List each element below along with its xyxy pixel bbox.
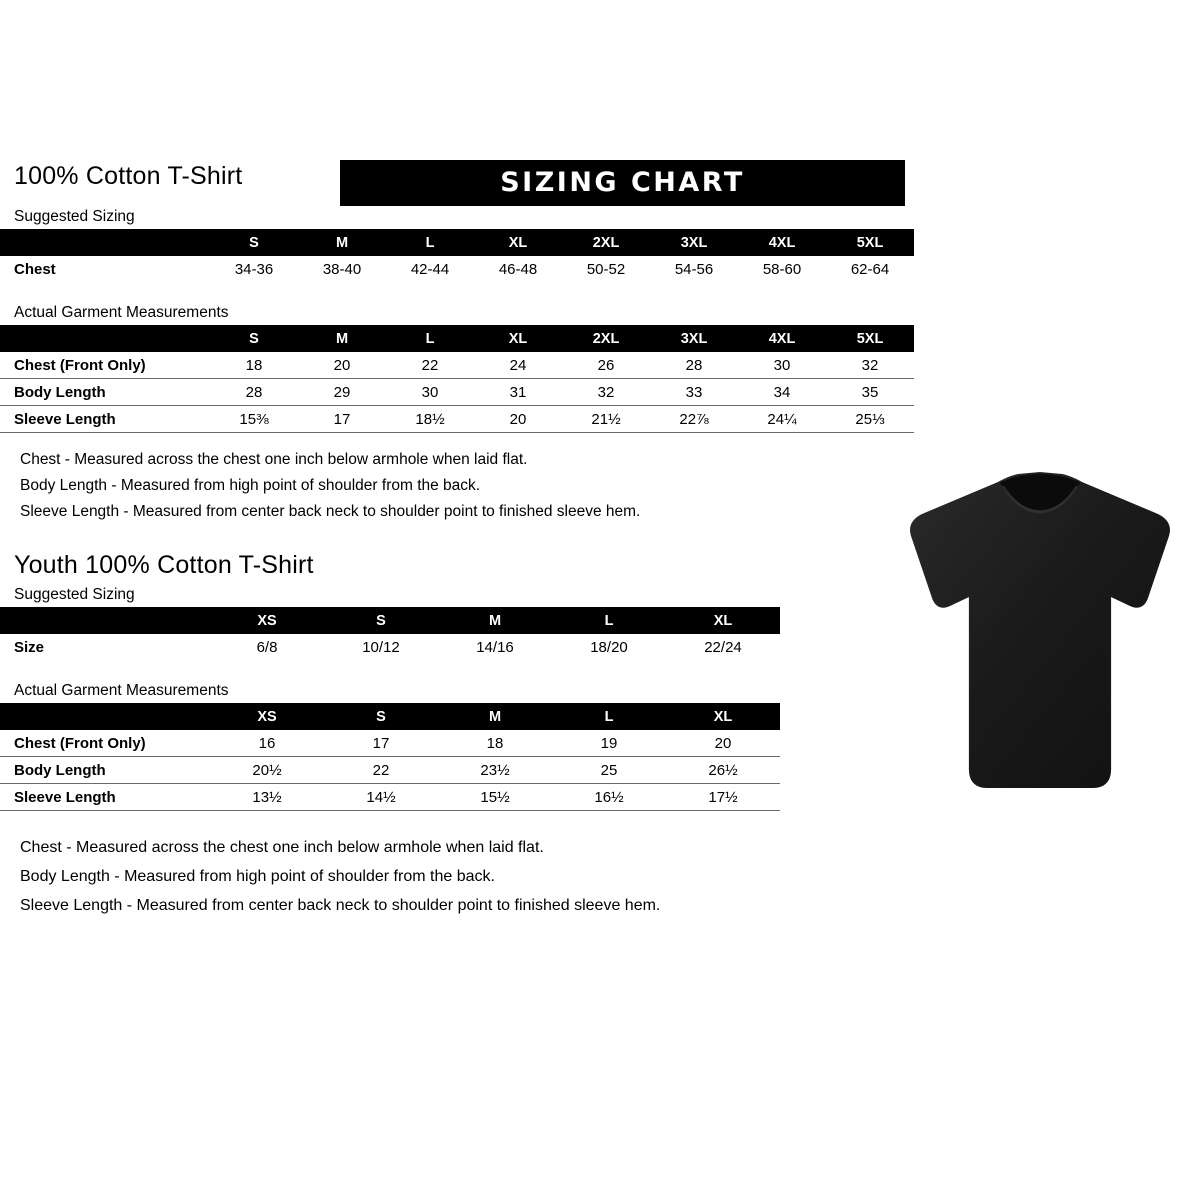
column-header: XL (713, 708, 733, 725)
cell: 35 (826, 379, 914, 406)
cell: 19 (552, 730, 666, 757)
column-header: M (335, 330, 349, 347)
adult-header-row (0, 160, 920, 208)
cell: 32 (826, 352, 914, 379)
column-header: M (335, 234, 349, 251)
cell: 20 (666, 730, 780, 757)
column-header: M (488, 612, 502, 629)
cell: 22⅞ (650, 406, 738, 433)
table-header-row (0, 607, 780, 634)
cell: 42-44 (410, 260, 450, 278)
cell: 30 (738, 352, 826, 379)
cell: 22 (324, 757, 438, 784)
column-header: 5XL (856, 234, 884, 251)
cell: 20 (474, 406, 562, 433)
cell: 58-60 (762, 260, 802, 278)
cell: 50-52 (586, 260, 626, 278)
note-sleeve-length: Sleeve Length - Measured from center back neck to shoulder point to finished sleeve hem. (20, 503, 641, 520)
column-header (0, 703, 210, 730)
cell: 23½ (438, 757, 552, 784)
adult-suggested-table (0, 229, 914, 282)
row-label: Size (14, 638, 45, 656)
table-row (0, 406, 914, 433)
column-header: 3XL (680, 234, 708, 251)
youth-suggested-label: Suggested Sizing (14, 586, 135, 603)
youth-actual-table (0, 703, 780, 811)
table-row (0, 352, 914, 379)
note-body-length: Body Length - Measured from high point of shoulder from the back. (20, 477, 481, 494)
cell: 34-36 (234, 260, 274, 278)
table-header-row (0, 229, 914, 256)
cell: 21½ (562, 406, 650, 433)
cell: 14/16 (476, 638, 514, 656)
cell: 34 (738, 379, 826, 406)
cell: 29 (298, 379, 386, 406)
adult-section-title: 100% Cotton T-Shirt (14, 162, 243, 190)
cell: 18/20 (590, 638, 628, 656)
note-sleeve-length: Sleeve Length - Measured from center back neck to shoulder point to finished sleeve hem. (20, 897, 661, 914)
column-header: L (604, 612, 614, 629)
cell: 20½ (210, 757, 324, 784)
cell: 13½ (210, 784, 324, 811)
column-header (0, 325, 210, 352)
chart-content (0, 160, 920, 920)
column-header: 2XL (592, 234, 620, 251)
cell: 15½ (438, 784, 552, 811)
table-row (0, 730, 780, 757)
cell: 10/12 (362, 638, 400, 656)
youth-actual-label: Actual Garment Measurements (14, 682, 229, 699)
column-header: L (604, 708, 614, 725)
table-row (0, 634, 780, 660)
table-row (0, 784, 780, 811)
cell: 22 (386, 352, 474, 379)
column-header (0, 607, 210, 634)
note-chest: Chest - Measured across the chest one inch below armhole when laid flat. (20, 451, 528, 468)
cell: 18 (438, 730, 552, 757)
column-header: 5XL (856, 330, 884, 347)
cell: 26 (562, 352, 650, 379)
column-header: L (425, 234, 435, 251)
cell: 25⅓ (826, 406, 914, 433)
sizing-chart-banner-text: SIZING CHART (500, 167, 745, 198)
cell: 20 (298, 352, 386, 379)
cell: 16½ (552, 784, 666, 811)
cell: 15⅜ (210, 406, 298, 433)
cell: 28 (210, 379, 298, 406)
column-header: S (376, 708, 386, 725)
cell: 30 (386, 379, 474, 406)
column-header: 2XL (592, 330, 620, 347)
column-header (0, 229, 210, 256)
cell: 26½ (666, 757, 780, 784)
black-tshirt-icon (890, 470, 1190, 810)
column-header: S (376, 612, 386, 629)
column-header: S (249, 234, 259, 251)
cell: 54-56 (674, 260, 714, 278)
cell: 22/24 (704, 638, 742, 656)
cell: 17 (324, 730, 438, 757)
column-header: S (249, 330, 259, 347)
adult-suggested-label: Suggested Sizing (14, 208, 135, 225)
row-label: Body Length (0, 757, 210, 784)
cell: 18½ (386, 406, 474, 433)
cell: 16 (210, 730, 324, 757)
adult-actual-label: Actual Garment Measurements (14, 304, 229, 321)
row-label: Chest (Front Only) (0, 730, 210, 757)
cell: 6/8 (256, 638, 278, 656)
column-header: L (425, 330, 435, 347)
column-header: 4XL (768, 234, 796, 251)
cell: 17 (298, 406, 386, 433)
cell: 62-64 (850, 260, 890, 278)
cell: 24¼ (738, 406, 826, 433)
note-chest: Chest - Measured across the chest one inch below armhole when laid flat. (20, 839, 544, 856)
cell: 28 (650, 352, 738, 379)
column-header: 4XL (768, 330, 796, 347)
table-header-row (0, 703, 780, 730)
youth-measurement-notes (20, 833, 920, 920)
row-label: Chest (14, 260, 56, 278)
youth-suggested-table (0, 607, 780, 660)
note-body-length: Body Length - Measured from high point of shoulder from the back. (20, 868, 495, 885)
table-row (0, 757, 780, 784)
cell: 31 (474, 379, 562, 406)
cell: 14½ (324, 784, 438, 811)
adult-actual-table (0, 325, 914, 433)
table-header-row (0, 325, 914, 352)
cell: 17½ (666, 784, 780, 811)
table-row (0, 379, 914, 406)
row-label: Chest (Front Only) (0, 352, 210, 379)
row-label: Sleeve Length (0, 406, 210, 433)
column-header: M (488, 708, 502, 725)
tshirt-illustration (890, 470, 1190, 810)
cell: 18 (210, 352, 298, 379)
column-header: 3XL (680, 330, 708, 347)
sizing-chart-banner (340, 160, 905, 206)
cell: 33 (650, 379, 738, 406)
youth-section-title: Youth 100% Cotton T-Shirt (14, 551, 314, 579)
row-label: Body Length (0, 379, 210, 406)
adult-measurement-notes (20, 447, 920, 525)
column-header: XS (257, 708, 277, 725)
cell: 25 (552, 757, 666, 784)
row-label: Sleeve Length (0, 784, 210, 811)
cell: 24 (474, 352, 562, 379)
column-header: XL (508, 330, 528, 347)
cell: 32 (562, 379, 650, 406)
table-row (0, 256, 914, 282)
column-header: XL (508, 234, 528, 251)
column-header: XS (257, 612, 277, 629)
column-header: XL (713, 612, 733, 629)
cell: 38-40 (322, 260, 362, 278)
cell: 46-48 (498, 260, 538, 278)
